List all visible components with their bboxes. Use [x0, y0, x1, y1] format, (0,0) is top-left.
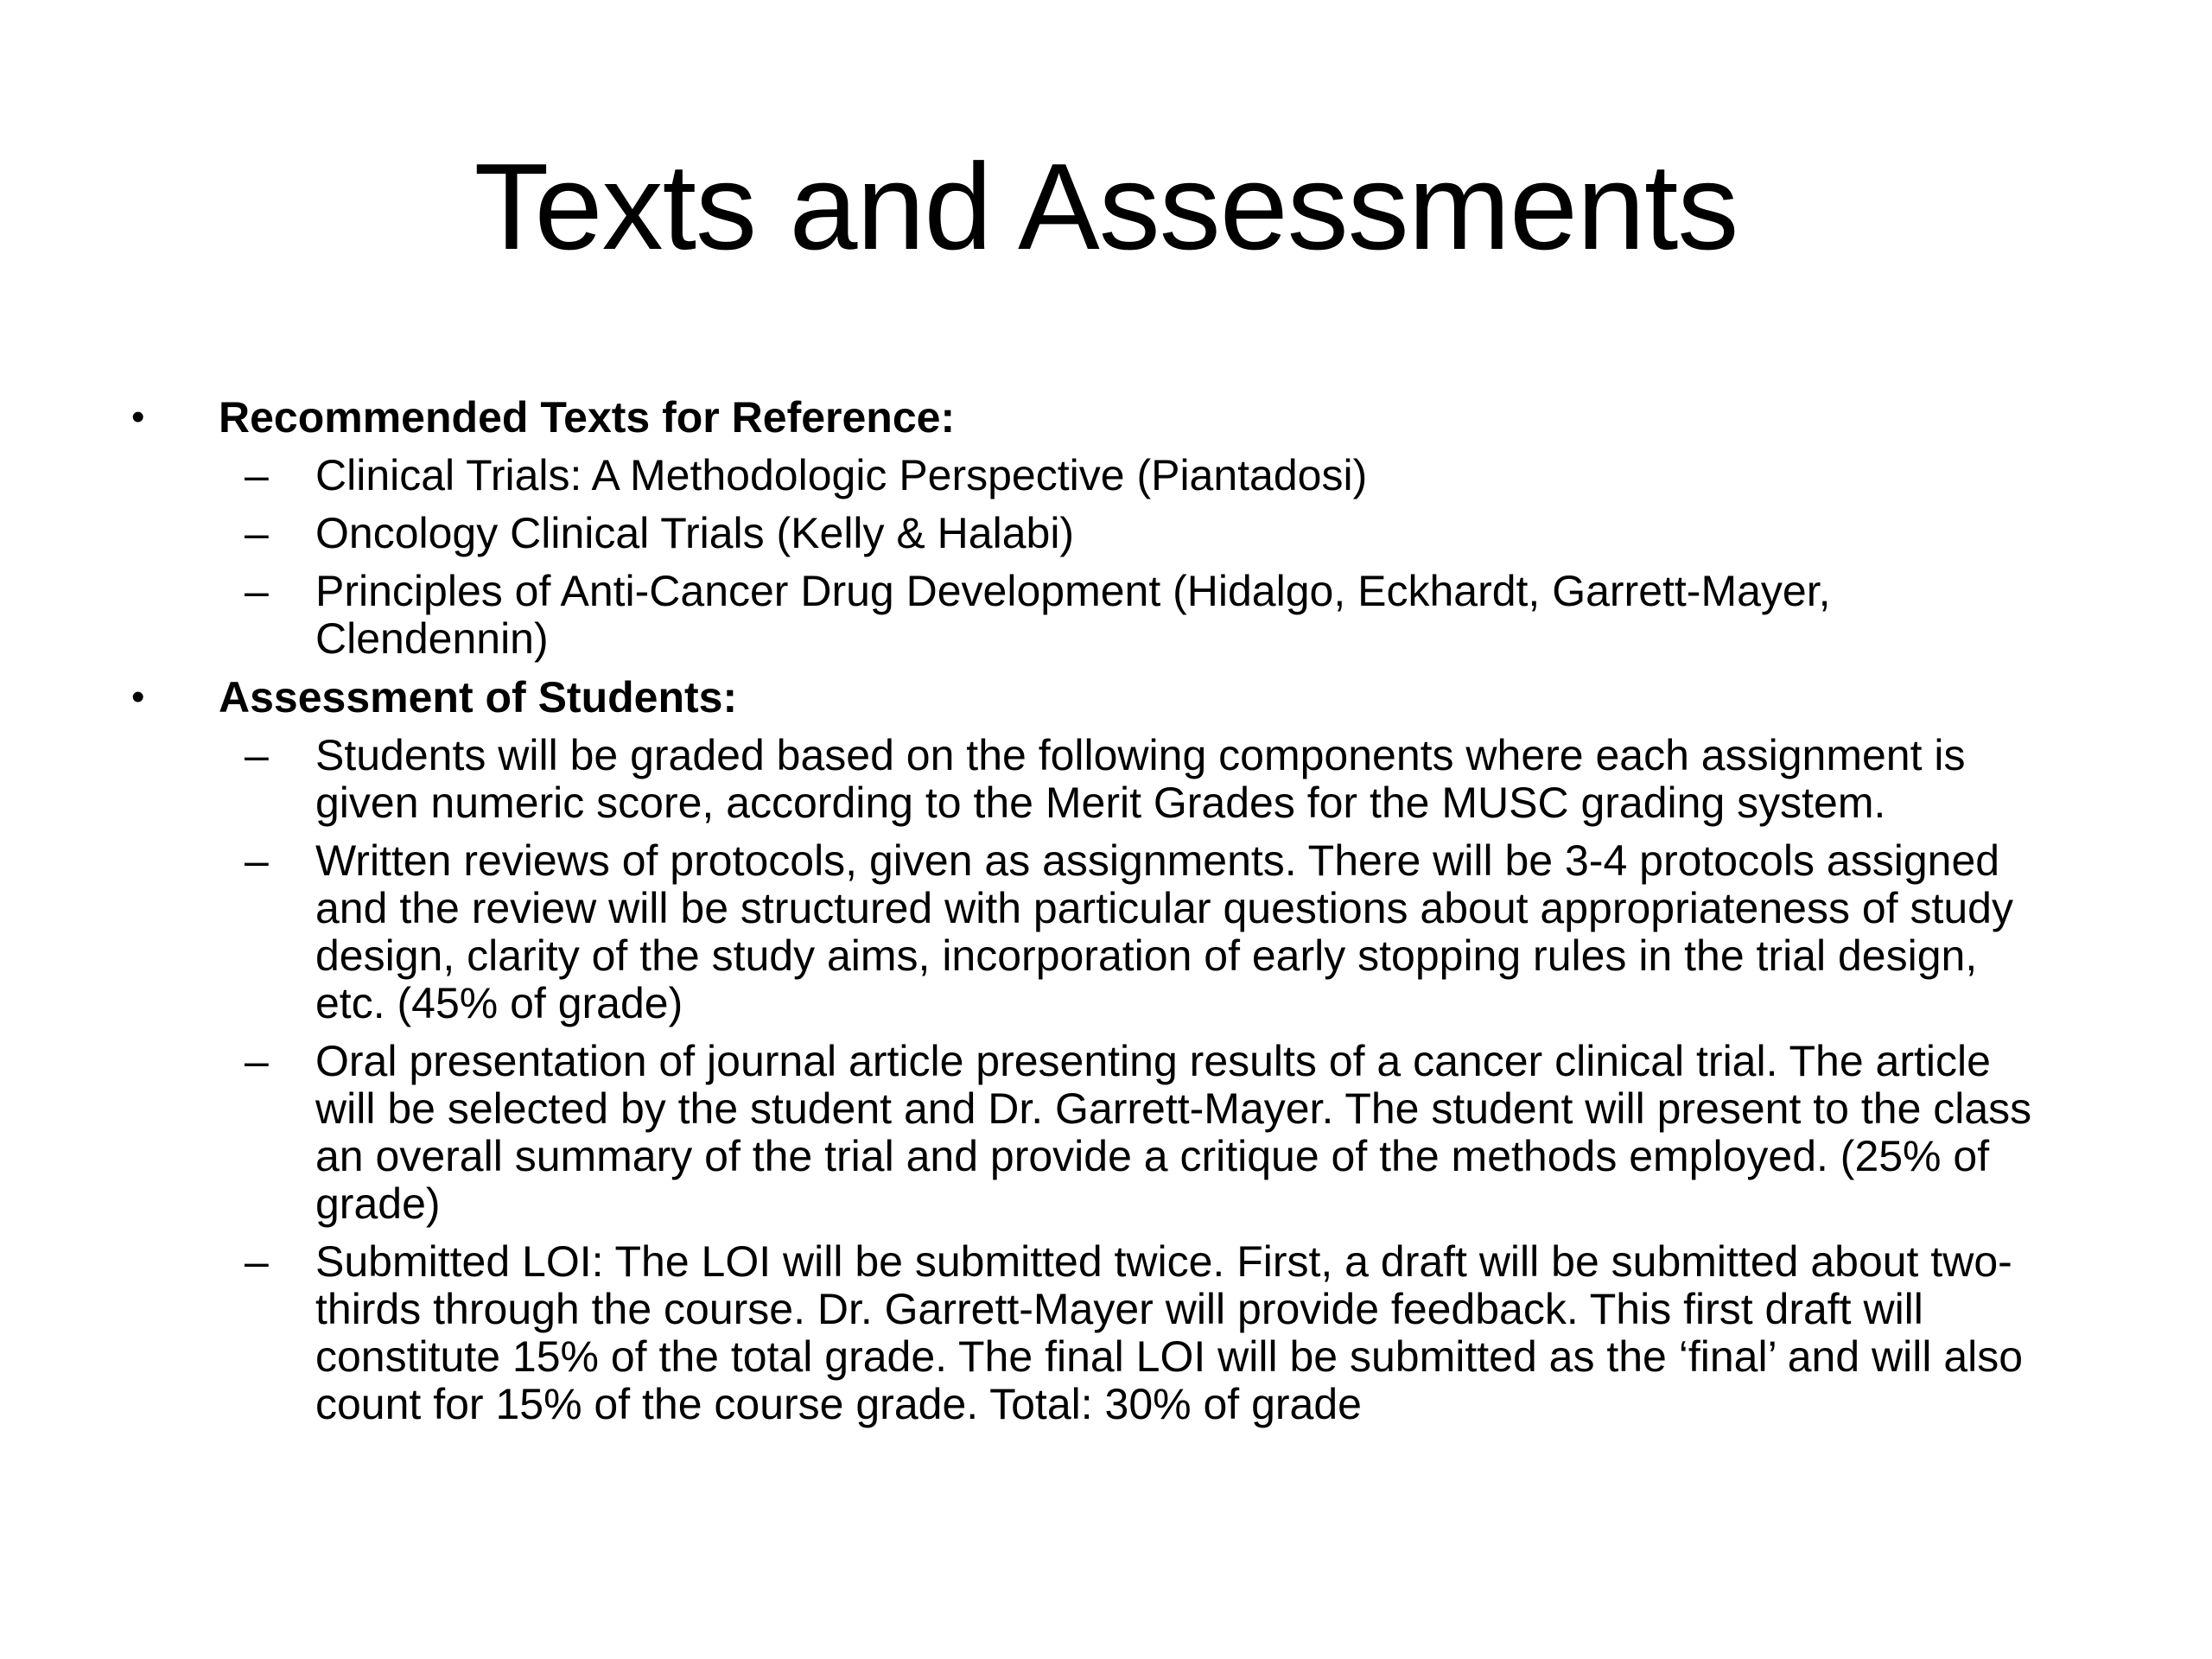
list-item-text: Oral presentation of journal article presenting results of a cancer clinical trial. The article will be selected by the student and Dr. Garrett-Mayer. The student will present to the class an overall summary of the trial and provide a critique of the methods employed. (25% of grade) — [315, 1037, 2032, 1228]
list-item — [130, 1238, 2056, 1428]
list-item — [130, 732, 2056, 827]
list-item-text: Written reviews of protocols, given as assignments. There will be 3-4 protocols assigned and the review will be structured with particular questions about appropriateness of study design, clarity of the study aims, incorporation of early stopping rules in the trial design, etc. (45% of grade) — [315, 836, 2013, 1027]
dash-icon: – — [245, 1237, 269, 1286]
slide-body — [130, 393, 2117, 1439]
dash-icon: – — [245, 731, 269, 779]
dash-icon: – — [245, 567, 269, 615]
list-item-text: Principles of Anti-Cancer Drug Development (Hidalgo, Eckhardt, Garrett-Mayer, Clendennin) — [315, 567, 1831, 663]
list-item — [130, 568, 2056, 663]
list-item — [130, 510, 2056, 557]
list-item-text: Clinical Trials: A Methodologic Perspective (Piantadosi) — [315, 451, 1368, 499]
recommended-texts-list — [130, 452, 2117, 663]
bullet-icon: • — [131, 676, 145, 718]
list-item — [130, 837, 2056, 1027]
list-item-text: Students will be graded based on the following components where each assignment is given numeric score, according to the Merit Grades for the MUSC grading system. — [315, 731, 1966, 827]
section-heading-text: Recommended Texts for Reference: — [219, 393, 956, 442]
dash-icon: – — [245, 836, 269, 885]
list-item-text: Oncology Clinical Trials (Kelly & Halabi) — [315, 509, 1075, 557]
dash-icon: – — [245, 451, 269, 499]
section-recommended-texts — [130, 393, 2117, 663]
dash-icon: – — [245, 509, 269, 557]
section-assessment — [130, 673, 2117, 1428]
slide-title: Texts and Assessments — [474, 138, 1738, 276]
section-heading-text: Assessment of Students: — [219, 673, 738, 721]
assessment-list — [130, 732, 2117, 1428]
list-item — [130, 1038, 2056, 1228]
section-heading — [130, 673, 2117, 721]
bullet-icon: • — [131, 396, 145, 438]
list-item-text: Submitted LOI: The LOI will be submitted twice. First, a draft will be submitted about two-thirds through the course. Dr. Garrett-Mayer will provide feedback. This first draft will constitute 15% of the total grade. The final LOI will be submitted as the ‘final’ and will also count for 15% of the course grade. Total: 30% of grade — [315, 1237, 2024, 1428]
section-heading — [130, 393, 2117, 442]
list-item — [130, 452, 2056, 499]
dash-icon: – — [245, 1037, 269, 1085]
